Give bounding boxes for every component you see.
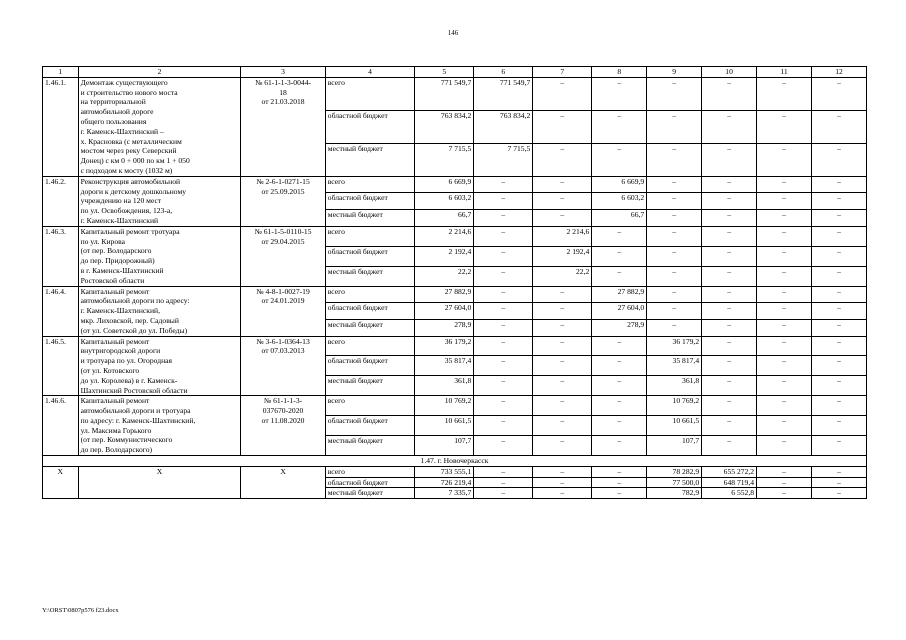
amount-cell: – [647, 319, 702, 336]
header-cell: 12 [811, 67, 866, 78]
funding-source: всего [325, 286, 415, 303]
header-cell: 5 [415, 67, 474, 78]
funding-source: местный бюджет [325, 143, 415, 176]
header-cell: 8 [592, 67, 647, 78]
amount-cell: – [757, 477, 812, 488]
amount-cell: – [592, 266, 647, 286]
amount-cell: – [757, 356, 812, 376]
amount-cell: 10 661,5 [647, 416, 702, 436]
amount-cell: 6 603,2 [592, 193, 647, 210]
amount-cell: – [533, 336, 592, 356]
header-row [43, 67, 867, 78]
funding-source: областной бюджет [325, 246, 415, 266]
amount-cell: 2 214,6 [533, 226, 592, 246]
item-document: № 61-1-1-3-0044- 18 от 21.03.2018 [241, 77, 325, 176]
amount-cell: – [474, 210, 533, 227]
header-cell: 4 [325, 67, 415, 78]
file-path-footer: Y:\ORST\0807p576 f23.docx [42, 607, 119, 614]
funding-source: всего [325, 77, 415, 110]
amount-cell: – [811, 336, 866, 356]
amount-cell: 6 669,9 [592, 176, 647, 193]
amount-cell: – [474, 477, 533, 488]
page-number: 146 [447, 29, 459, 37]
item-name: Демонтаж существующего и строительство нового моста на территориальной автомобильной дороге общего пользования г. Каменск-Шахтинский – х. Красновка (с металлическим мостом через реку Северский Донец) с км 0 + 000 по км 1 + 050 с подходом к мосту (1032 м) [78, 77, 241, 176]
funding-source: местный бюджет [325, 210, 415, 227]
amount-cell: – [533, 396, 592, 416]
amount-cell: – [647, 77, 702, 110]
funding-source: местный бюджет [325, 266, 415, 286]
amount-cell: 361,8 [647, 376, 702, 396]
amount-cell: – [592, 226, 647, 246]
amount-cell: 7 715,5 [415, 143, 474, 176]
item-row [43, 286, 867, 303]
amount-cell: – [592, 396, 647, 416]
amount-cell: – [533, 488, 592, 499]
amount-cell: – [533, 176, 592, 193]
amount-cell: – [811, 436, 866, 456]
amount-cell: 7 715,5 [474, 143, 533, 176]
amount-cell: – [811, 246, 866, 266]
amount-cell: – [702, 319, 757, 336]
funding-source: областной бюджет [325, 477, 415, 488]
amount-cell: – [533, 376, 592, 396]
amount-cell: – [592, 488, 647, 499]
amount-cell: 107,7 [415, 436, 474, 456]
amount-cell: 6 603,2 [415, 193, 474, 210]
amount-cell: – [757, 376, 812, 396]
amount-cell: – [474, 193, 533, 210]
item-document: № 61-1-5-0110-15 от 29.04.2015 [241, 226, 325, 286]
amount-cell: – [592, 436, 647, 456]
amount-cell: – [702, 176, 757, 193]
amount-cell: – [811, 416, 866, 436]
amount-cell: – [474, 396, 533, 416]
amount-cell: – [811, 319, 866, 336]
amount-cell: – [811, 266, 866, 286]
amount-cell: – [647, 143, 702, 176]
amount-cell: – [533, 210, 592, 227]
item-row [43, 226, 867, 246]
item-document: № 4-8-1-0027-19 от 24.01.2019 [241, 286, 325, 336]
amount-cell: – [647, 226, 702, 246]
amount-cell: – [647, 210, 702, 227]
item-name: Капитальный ремонт автомобильной дороги и тротуара по адресу: г. Каменск-Шахтинский, ул. Максима Горького (от пер. Коммунистического до пер. Володарского) [78, 396, 241, 456]
amount-cell: 22,2 [415, 266, 474, 286]
amount-cell: 27 604,0 [592, 303, 647, 320]
amount-cell: 763 834,2 [474, 110, 533, 143]
amount-cell: 66,7 [592, 210, 647, 227]
amount-cell: 77 500,0 [647, 477, 702, 488]
amount-cell: 35 817,4 [415, 356, 474, 376]
amount-cell: – [647, 246, 702, 266]
amount-cell: – [533, 356, 592, 376]
amount-cell: – [757, 77, 812, 110]
amount-cell: 771 549,7 [474, 77, 533, 110]
amount-cell: 782,9 [647, 488, 702, 499]
amount-cell: – [811, 376, 866, 396]
amount-cell: – [702, 436, 757, 456]
amount-cell: 66,7 [415, 210, 474, 227]
amount-cell: – [533, 416, 592, 436]
funding-source: местный бюджет [325, 376, 415, 396]
amount-cell: – [702, 376, 757, 396]
amount-cell: 36 179,2 [415, 336, 474, 356]
amount-cell: – [474, 246, 533, 266]
item-number: 1.46.1. [43, 77, 79, 176]
amount-cell: – [811, 210, 866, 227]
amount-cell: – [474, 319, 533, 336]
amount-cell: – [702, 303, 757, 320]
amount-cell: – [647, 286, 702, 303]
amount-cell: – [702, 286, 757, 303]
amount-cell: – [474, 466, 533, 477]
amount-cell: – [647, 176, 702, 193]
amount-cell: – [757, 286, 812, 303]
amount-cell: 2 192,4 [415, 246, 474, 266]
amount-cell: – [592, 77, 647, 110]
amount-cell: – [757, 210, 812, 227]
item-number: 1.46.2. [43, 176, 79, 226]
amount-cell: – [647, 110, 702, 143]
amount-cell: 35 817,4 [647, 356, 702, 376]
amount-cell: 107,7 [647, 436, 702, 456]
item-row [43, 336, 867, 356]
section-row [43, 456, 867, 467]
amount-cell: – [757, 110, 812, 143]
amount-cell: 6 552,8 [702, 488, 757, 499]
item-name: Капитальный ремонт автомобильной дороги по адресу: г. Каменск-Шахтинский, мкр. Лиховской, пер. Садовый (от ул. Советской до ул. Победы) [78, 286, 241, 336]
amount-cell: 648 719,4 [702, 477, 757, 488]
amount-cell: 2 192,4 [533, 246, 592, 266]
amount-cell: 726 219,4 [415, 477, 474, 488]
amount-cell: – [702, 356, 757, 376]
funding-source: всего [325, 176, 415, 193]
amount-cell: – [533, 319, 592, 336]
amount-cell: – [702, 193, 757, 210]
amount-cell: 278,9 [592, 319, 647, 336]
amount-cell: – [757, 226, 812, 246]
funding-source: областной бюджет [325, 356, 415, 376]
amount-cell: 36 179,2 [647, 336, 702, 356]
amount-cell: – [702, 396, 757, 416]
amount-cell: – [757, 436, 812, 456]
amount-cell: – [702, 77, 757, 110]
funding-source: всего [325, 226, 415, 246]
table-body [43, 67, 867, 499]
amount-cell: – [811, 466, 866, 477]
funding-source: местный бюджет [325, 488, 415, 499]
item-document: № 3-6-1-0364-13 от 07.03.2013 [241, 336, 325, 396]
amount-cell: 22,2 [533, 266, 592, 286]
amount-cell: – [757, 396, 812, 416]
item-row [43, 176, 867, 193]
amount-cell: – [757, 319, 812, 336]
x-col-1: Х [43, 466, 79, 498]
item-document: № 2-6-1-0271-15 от 25.09.2015 [241, 176, 325, 226]
x-col-3: Х [241, 466, 325, 498]
amount-cell: – [533, 436, 592, 456]
amount-cell: – [702, 110, 757, 143]
amount-cell: – [757, 176, 812, 193]
amount-cell: – [811, 477, 866, 488]
funding-source: всего [325, 336, 415, 356]
amount-cell: – [592, 477, 647, 488]
amount-cell: 78 282,9 [647, 466, 702, 477]
amount-cell: – [533, 477, 592, 488]
amount-cell: – [533, 466, 592, 477]
amount-cell: 361,8 [415, 376, 474, 396]
item-number: 1.46.4. [43, 286, 79, 336]
amount-cell: – [533, 77, 592, 110]
amount-cell: 763 834,2 [415, 110, 474, 143]
amount-cell: – [757, 488, 812, 499]
amount-cell: – [592, 416, 647, 436]
header-cell: 10 [702, 67, 757, 78]
funding-source: местный бюджет [325, 319, 415, 336]
summary-row [43, 466, 867, 477]
amount-cell: 6 669,9 [415, 176, 474, 193]
amount-cell: – [811, 226, 866, 246]
funding-source: всего [325, 396, 415, 416]
amount-cell: – [474, 336, 533, 356]
amount-cell: – [592, 246, 647, 266]
amount-cell: – [533, 303, 592, 320]
amount-cell: – [647, 193, 702, 210]
amount-cell: 2 214,6 [415, 226, 474, 246]
section-title: 1.47. г. Новочеркасск [43, 456, 867, 467]
amount-cell: – [592, 336, 647, 356]
amount-cell: – [757, 466, 812, 477]
amount-cell: – [702, 266, 757, 286]
funding-source: всего [325, 466, 415, 477]
amount-cell: – [811, 303, 866, 320]
amount-cell: – [702, 226, 757, 246]
amount-cell: – [533, 110, 592, 143]
amount-cell: – [474, 436, 533, 456]
amount-cell: 733 555,1 [415, 466, 474, 477]
amount-cell: 27 882,9 [592, 286, 647, 303]
funding-source: областной бюджет [325, 303, 415, 320]
amount-cell: – [474, 266, 533, 286]
amount-cell: 655 272,2 [702, 466, 757, 477]
item-number: 1.46.5. [43, 336, 79, 396]
amount-cell: – [757, 246, 812, 266]
item-name: Реконструкция автомобильной дороги к детскому дошкольному учреждению на 120 мест по ул. Освобождения, 123-а, г. Каменск-Шахтинский [78, 176, 241, 226]
amount-cell: 7 335,7 [415, 488, 474, 499]
header-cell: 2 [78, 67, 241, 78]
amount-cell: – [811, 193, 866, 210]
amount-cell: – [702, 416, 757, 436]
amount-cell: – [757, 143, 812, 176]
amount-cell: 27 604,0 [415, 303, 474, 320]
amount-cell: – [811, 396, 866, 416]
amount-cell: – [474, 488, 533, 499]
amount-cell: – [474, 303, 533, 320]
amount-cell: – [757, 336, 812, 356]
header-cell: 7 [533, 67, 592, 78]
x-col-2: Х [78, 466, 241, 498]
amount-cell: 27 882,9 [415, 286, 474, 303]
amount-cell: – [811, 488, 866, 499]
amount-cell: – [702, 210, 757, 227]
amount-cell: – [647, 303, 702, 320]
amount-cell: – [592, 376, 647, 396]
amount-cell: – [647, 266, 702, 286]
amount-cell: 10 661,5 [415, 416, 474, 436]
amount-cell: – [702, 143, 757, 176]
amount-cell: 278,9 [415, 319, 474, 336]
item-row [43, 396, 867, 416]
item-number: 1.46.6. [43, 396, 79, 456]
item-row [43, 77, 867, 110]
item-name: Капитальный ремонт тротуара по ул. Кирова (от пер. Володарского до пер. Придорожный) в г. Каменск-Шахтинский Ростовской области [78, 226, 241, 286]
amount-cell: – [811, 143, 866, 176]
amount-cell: – [533, 286, 592, 303]
amount-cell: – [533, 143, 592, 176]
amount-cell: – [757, 266, 812, 286]
amount-cell: – [811, 176, 866, 193]
funding-source: местный бюджет [325, 436, 415, 456]
amount-cell: – [474, 416, 533, 436]
amount-cell: – [592, 143, 647, 176]
amount-cell: – [474, 356, 533, 376]
item-name: Капитальный ремонт внутригородской дороги и тротуара по ул. Огородная (от ул. Котовского до ул. Королева) в г. Каменск- Шахтинский Ростовской области [78, 336, 241, 396]
header-cell: 3 [241, 67, 325, 78]
amount-cell: – [811, 77, 866, 110]
amount-cell: – [811, 286, 866, 303]
header-cell: 1 [43, 67, 79, 78]
amount-cell: – [474, 226, 533, 246]
amount-cell: 10 769,2 [647, 396, 702, 416]
amount-cell: – [811, 110, 866, 143]
amount-cell: – [757, 303, 812, 320]
amount-cell: 10 769,2 [415, 396, 474, 416]
amount-cell: – [533, 193, 592, 210]
header-cell: 9 [647, 67, 702, 78]
header-cell: 6 [474, 67, 533, 78]
item-number: 1.46.3. [43, 226, 79, 286]
funding-source: областной бюджет [325, 416, 415, 436]
amount-cell: – [811, 356, 866, 376]
amount-cell: – [474, 376, 533, 396]
amount-cell: – [592, 466, 647, 477]
budget-table [42, 66, 867, 499]
amount-cell: – [474, 286, 533, 303]
funding-source: областной бюджет [325, 193, 415, 210]
amount-cell: – [757, 416, 812, 436]
item-document: № 61-1-1-3- 037670-2020 от 11.08.2020 [241, 396, 325, 456]
amount-cell: – [592, 356, 647, 376]
amount-cell: – [702, 336, 757, 356]
amount-cell: – [757, 193, 812, 210]
header-cell: 11 [757, 67, 812, 78]
amount-cell: – [702, 246, 757, 266]
amount-cell: – [592, 110, 647, 143]
funding-source: областной бюджет [325, 110, 415, 143]
amount-cell: 771 549,7 [415, 77, 474, 110]
amount-cell: – [474, 176, 533, 193]
